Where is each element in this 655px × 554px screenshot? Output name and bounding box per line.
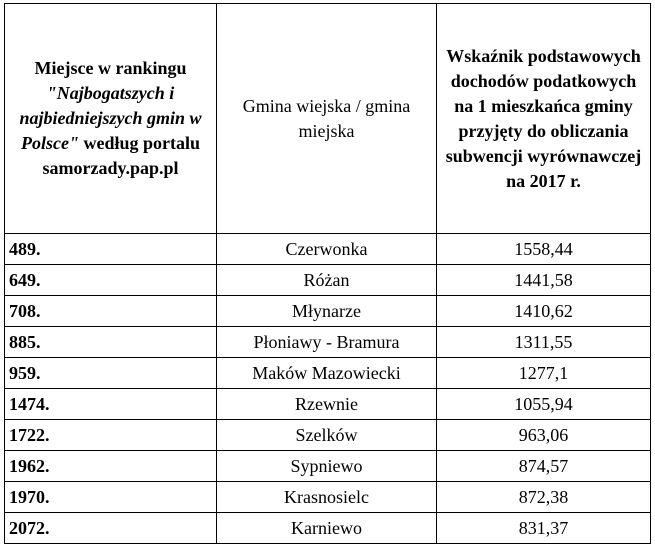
value-cell: 1055,94 [437,389,651,420]
rank-cell: 649. [5,265,217,296]
value-cell: 831,37 [437,513,651,544]
gmina-cell: Młynarze [217,296,437,327]
table-row [5,358,651,389]
value-cell: 963,06 [437,420,651,451]
table-row [5,265,651,296]
rank-cell: 708. [5,296,217,327]
rank-cell: 959. [5,358,217,389]
rank-cell: 1474. [5,389,217,420]
header-ranking-source: według portalu samorzady.pap.pl [42,133,200,178]
header-gmina: Gmina wiejska / gmina miejska [217,4,437,234]
ranking-table [4,3,651,544]
value-cell: 1441,58 [437,265,651,296]
gmina-cell: Maków Mazowiecki [217,358,437,389]
header-row [5,4,651,234]
value-cell: 1410,62 [437,296,651,327]
header-ranking-position [5,4,217,234]
rank-cell: 1962. [5,451,217,482]
rank-cell: 885. [5,327,217,358]
gmina-cell: Sypniewo [217,451,437,482]
header-tax-indicator: Wskaźnik podstawowych dochodów podatkowych na 1 mieszkańca gminy przyjęty do obliczania subwencji wyrównawczej na 2017 r. [437,4,651,234]
rank-cell: 2072. [5,513,217,544]
table-row [5,513,651,544]
table-row [5,234,651,265]
gmina-cell: Krasnosielc [217,482,437,513]
value-cell: 874,57 [437,451,651,482]
gmina-cell: Płoniawy - Bramura [217,327,437,358]
value-cell: 1311,55 [437,327,651,358]
gmina-cell: Karniewo [217,513,437,544]
table-row [5,482,651,513]
gmina-cell: Różan [217,265,437,296]
table-row [5,327,651,358]
gmina-cell: Czerwonka [217,234,437,265]
gmina-cell: Szelków [217,420,437,451]
value-cell: 1277,1 [437,358,651,389]
header-ranking-text: Miejsce w rankingu [34,58,187,78]
gmina-cell: Rzewnie [217,389,437,420]
table-row [5,389,651,420]
header-ranking-title: "Najbogatszych i najbiedniejszych gmin w Polsce" [19,83,202,153]
table-row [5,296,651,327]
rank-cell: 1722. [5,420,217,451]
rank-cell: 1970. [5,482,217,513]
value-cell: 1558,44 [437,234,651,265]
value-cell: 872,38 [437,482,651,513]
rank-cell: 489. [5,234,217,265]
table-row [5,420,651,451]
table-row [5,451,651,482]
